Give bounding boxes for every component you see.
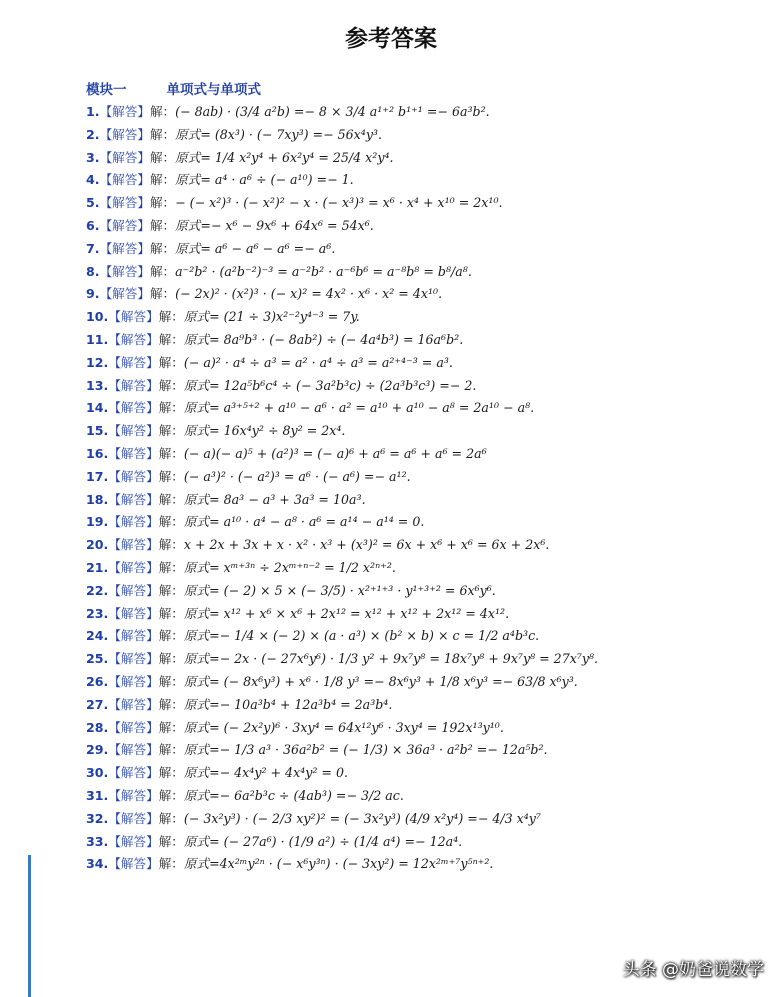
solution-label: 解： bbox=[158, 833, 184, 849]
solution-label: 解： bbox=[158, 445, 184, 461]
answer-row bbox=[86, 420, 766, 443]
answer-tag: 【解答】 bbox=[99, 240, 150, 256]
solution-label: 解： bbox=[158, 810, 184, 826]
solution-label: 解： bbox=[158, 673, 184, 689]
answer-expression: x + 2x + 3x + x · x² · x³ + (x³)² = 6x + x⁶ + x⁶ = 6x + 2x⁶. bbox=[183, 537, 550, 553]
answer-number: 29. bbox=[86, 742, 109, 758]
answer-list bbox=[86, 101, 766, 876]
answer-expression: 原式= a⁶ − a⁶ − a⁶ =− a⁶. bbox=[175, 240, 336, 256]
answer-row bbox=[86, 147, 766, 170]
solution-label: 解： bbox=[158, 742, 184, 758]
answer-number: 20. bbox=[86, 537, 109, 553]
answer-expression: 原式= a¹⁰ · a⁴ − a⁸ · a⁶ = a¹⁴ − a¹⁴ = 0. bbox=[183, 514, 425, 530]
answer-row bbox=[86, 557, 766, 580]
answer-expression: 原式= 8a³ − a³ + 3a³ = 10a³. bbox=[183, 491, 366, 507]
answer-expression: 原式= (8x³) · (− 7xy³) =− 56x⁴y³. bbox=[175, 126, 382, 142]
answer-number: 15. bbox=[86, 423, 109, 439]
answer-tag: 【解答】 bbox=[99, 217, 150, 233]
solution-label: 解： bbox=[149, 263, 176, 279]
answer-expression: 原式= (21 ÷ 3)x²⁻²y⁴⁻³ = 7y. bbox=[183, 309, 360, 325]
answer-number: 31. bbox=[86, 787, 109, 803]
answer-expression: − (− x²)³ · (− x²)² − x · (− x³)³ = x⁶ · x⁴ + x¹⁰ = 2x¹⁰. bbox=[175, 195, 503, 211]
answer-tag: 【解答】 bbox=[108, 377, 159, 393]
solution-label: 解： bbox=[149, 240, 176, 256]
answer-number: 1. bbox=[86, 104, 100, 119]
answer-row bbox=[86, 443, 766, 466]
answer-number: 32. bbox=[86, 810, 109, 826]
solution-label: 解： bbox=[158, 491, 184, 507]
answer-row bbox=[86, 831, 766, 854]
answer-number: 18. bbox=[86, 491, 109, 507]
answer-tag: 【解答】 bbox=[108, 651, 159, 667]
answer-number: 10. bbox=[86, 309, 109, 325]
answer-expression: 原式=− 6a²b³c ÷ (4ab³) =− 3/2 ac. bbox=[183, 787, 404, 803]
answer-tag: 【解答】 bbox=[108, 582, 159, 598]
answer-expression: (− 3x²y³) · (− 2/3 xy²)² = (− 3x²y³) (4/9 x²y⁴) =− 4/3 x⁴y⁷ bbox=[183, 810, 541, 826]
answer-tag: 【解答】 bbox=[108, 787, 159, 803]
module-topic: 单项式与单项式 bbox=[166, 82, 261, 98]
answer-row bbox=[86, 466, 766, 489]
answer-tag: 【解答】 bbox=[108, 696, 159, 712]
answer-tag: 【解答】 bbox=[99, 286, 150, 302]
answer-expression: 原式= (− 8x⁶y³) + x⁶ · 1/8 y³ =− 8x⁶y³ + 1/8 x⁶y³ =− 63/8 x⁶y³. bbox=[183, 673, 578, 689]
answer-expression: 原式=− 2x · (− 27x⁶y⁶) · 1/3 y² + 9x⁷y⁸ = 18x⁷y⁸ + 9x⁷y⁸ = 27x⁷y⁸. bbox=[183, 651, 599, 667]
solution-label: 解： bbox=[149, 217, 176, 233]
solution-label: 解： bbox=[158, 377, 184, 393]
answer-number: 30. bbox=[86, 765, 109, 781]
answer-row bbox=[86, 489, 766, 512]
answer-tag: 【解答】 bbox=[108, 673, 159, 689]
answer-number: 33. bbox=[86, 833, 109, 849]
answer-row bbox=[86, 238, 766, 261]
answer-tag: 【解答】 bbox=[99, 263, 150, 279]
solution-label: 解： bbox=[149, 126, 176, 142]
answer-number: 24. bbox=[86, 628, 109, 644]
answer-tag: 【解答】 bbox=[108, 765, 159, 781]
answer-expression: 原式= xᵐ⁺³ⁿ ÷ 2xᵐ⁺ⁿ⁻² = 1/2 x²ⁿ⁺². bbox=[183, 559, 396, 575]
answer-number: 9. bbox=[86, 286, 100, 302]
answer-number: 11. bbox=[86, 331, 109, 347]
answer-tag: 【解答】 bbox=[108, 537, 159, 553]
answer-row bbox=[86, 648, 766, 671]
answer-expression: 原式= (− 2) × 5 × (− 3/5) · x²⁺¹⁺³ · y¹⁺³⁺² = 6x⁶y⁶. bbox=[183, 582, 496, 598]
answer-tag: 【解答】 bbox=[108, 309, 159, 325]
answer-expression: 原式= 12a⁵b⁶c⁴ ÷ (− 3a²b³c) ÷ (2a³b³c³) =− 2. bbox=[183, 377, 477, 393]
solution-label: 解： bbox=[158, 331, 184, 347]
answer-number: 16. bbox=[86, 445, 109, 461]
answer-row bbox=[86, 329, 766, 352]
answer-tag: 【解答】 bbox=[108, 605, 159, 621]
answer-number: 4. bbox=[86, 172, 100, 188]
answer-row bbox=[86, 192, 766, 215]
answer-number: 19. bbox=[86, 514, 109, 530]
answer-number: 22. bbox=[86, 582, 109, 598]
answer-row bbox=[86, 603, 766, 626]
answer-row bbox=[86, 169, 766, 192]
answer-row bbox=[86, 261, 766, 284]
answer-expression: 原式=− 1/3 a³ · 36a²b² = (− 1/3) × 36a³ · a²b² =− 12a⁵b². bbox=[183, 742, 548, 758]
answer-tag: 【解答】 bbox=[108, 833, 159, 849]
solution-label: 解： bbox=[158, 354, 184, 370]
solution-label: 解： bbox=[158, 468, 184, 484]
answer-expression: (− a³)² · (− a²)³ = a⁶ · (− a⁶) =− a¹². bbox=[183, 468, 411, 484]
module-heading bbox=[86, 78, 261, 98]
answer-expression: 原式= a⁴ · a⁶ ÷ (− a¹⁰) =− 1. bbox=[175, 172, 354, 188]
answer-expression: 原式=− x⁶ − 9x⁶ + 64x⁶ = 54x⁶. bbox=[175, 217, 374, 233]
solution-label: 解： bbox=[158, 719, 184, 735]
answer-number: 26. bbox=[86, 673, 109, 689]
answer-number: 14. bbox=[86, 400, 109, 416]
answer-tag: 【解答】 bbox=[99, 149, 150, 165]
solution-label: 解： bbox=[158, 651, 184, 667]
answer-expression: 原式= 8a⁹b³ · (− 8ab²) ÷ (− 4a⁴b³) = 16a⁶b². bbox=[183, 331, 464, 347]
answer-expression: 原式= x¹² + x⁶ × x⁶ + 2x¹² = x¹² + x¹² + 2x¹² = 4x¹². bbox=[183, 605, 510, 621]
answer-tag: 【解答】 bbox=[108, 468, 159, 484]
solution-label: 解： bbox=[149, 172, 176, 188]
answer-expression: (− 8ab) · (3/4 a²b) =− 8 × 3/4 a¹⁺² b¹⁺¹ =− 6a³b². bbox=[175, 104, 490, 119]
answer-row bbox=[86, 625, 766, 648]
answer-tag: 【解答】 bbox=[108, 628, 159, 644]
solution-label: 解： bbox=[158, 765, 184, 781]
answer-tag: 【解答】 bbox=[108, 423, 159, 439]
answer-expression: 原式=− 4x⁴y² + 4x⁴y² = 0. bbox=[183, 765, 348, 781]
answer-expression: 原式=− 10a³b⁴ + 12a³b⁴ = 2a³b⁴. bbox=[183, 696, 393, 712]
solution-label: 解： bbox=[158, 605, 184, 621]
answer-tag: 【解答】 bbox=[99, 126, 150, 142]
answer-row bbox=[86, 534, 766, 557]
answer-tag: 【解答】 bbox=[108, 719, 159, 735]
solution-label: 解： bbox=[158, 696, 184, 712]
solution-label: 解： bbox=[158, 582, 184, 598]
answer-tag: 【解答】 bbox=[108, 559, 159, 575]
answer-number: 34. bbox=[86, 856, 109, 872]
answer-tag: 【解答】 bbox=[99, 172, 150, 188]
answer-number: 5. bbox=[86, 195, 100, 211]
answer-expression: 原式= a³⁺⁵⁺² + a¹⁰ − a⁶ · a² = a¹⁰ + a¹⁰ − a⁸ = 2a¹⁰ − a⁸. bbox=[183, 400, 535, 416]
watermark: 头条 @奶爸说数学 bbox=[622, 960, 764, 980]
answer-number: 25. bbox=[86, 651, 109, 667]
answer-number: 12. bbox=[86, 354, 109, 370]
answer-number: 27. bbox=[86, 696, 109, 712]
answer-expression: (− a)(− a)⁵ + (a²)³ = (− a)⁶ + a⁶ = a⁶ + a⁶ = 2a⁶ bbox=[183, 445, 487, 461]
answer-row bbox=[86, 808, 766, 831]
answer-expression: 原式= (− 27a⁶) · (1/9 a²) ÷ (1/4 a⁴) =− 12a⁴. bbox=[183, 833, 463, 849]
answer-tag: 【解答】 bbox=[108, 354, 159, 370]
solution-label: 解： bbox=[158, 628, 184, 644]
answer-tag: 【解答】 bbox=[108, 742, 159, 758]
answer-row bbox=[86, 375, 766, 398]
answer-expression: 原式= (− 2x²y)⁶ · 3xy⁴ = 64x¹²y⁶ · 3xy⁴ = 192x¹³y¹⁰. bbox=[183, 719, 504, 735]
answer-number: 3. bbox=[86, 149, 100, 165]
solution-label: 解： bbox=[158, 309, 184, 325]
answer-tag: 【解答】 bbox=[108, 810, 159, 826]
solution-label: 解： bbox=[158, 400, 184, 416]
answer-row bbox=[86, 671, 766, 694]
solution-label: 解： bbox=[158, 559, 184, 575]
solution-label: 解： bbox=[149, 286, 176, 302]
answer-tag: 【解答】 bbox=[99, 104, 150, 119]
answer-row bbox=[86, 397, 766, 420]
answer-expression: (− 2x)² · (x²)³ · (− x)² = 4x² · x⁶ · x² = 4x¹⁰. bbox=[175, 286, 443, 302]
solution-label: 解： bbox=[158, 537, 184, 553]
answer-row bbox=[86, 762, 766, 785]
answer-row bbox=[86, 352, 766, 375]
answer-tag: 【解答】 bbox=[108, 331, 159, 347]
answer-row bbox=[86, 511, 766, 534]
left-accent-bar bbox=[28, 855, 31, 997]
answer-row bbox=[86, 694, 766, 717]
answer-tag: 【解答】 bbox=[108, 400, 159, 416]
answer-row bbox=[86, 853, 766, 876]
answer-row bbox=[86, 580, 766, 603]
answer-expression: a⁻²b² · (a²b⁻²)⁻³ = a⁻²b² · a⁻⁶b⁶ = a⁻⁸b⁸ = b⁸/a⁸. bbox=[175, 263, 472, 279]
answer-row bbox=[86, 124, 766, 147]
solution-label: 解： bbox=[158, 856, 184, 872]
page-title: 参考答案 bbox=[345, 26, 437, 52]
answer-expression: 原式=4x²ᵐy²ⁿ · (− x⁶y³ⁿ) · (− 3xy²) = 12x²ᵐ⁺⁷y⁵ⁿ⁺². bbox=[183, 856, 494, 872]
answer-tag: 【解答】 bbox=[108, 491, 159, 507]
answer-number: 2. bbox=[86, 126, 100, 142]
answer-number: 8. bbox=[86, 263, 100, 279]
solution-label: 解： bbox=[158, 514, 184, 530]
answer-number: 7. bbox=[86, 240, 100, 256]
solution-label: 解： bbox=[149, 195, 176, 211]
answer-row bbox=[86, 739, 766, 762]
answer-expression: (− a)² · a⁴ ÷ a³ = a² · a⁴ ÷ a³ = a²⁺⁴⁻³ = a³. bbox=[183, 354, 453, 370]
answer-number: 13. bbox=[86, 377, 109, 393]
answer-number: 17. bbox=[86, 468, 109, 484]
answer-tag: 【解答】 bbox=[108, 856, 159, 872]
answer-tag: 【解答】 bbox=[108, 445, 159, 461]
answer-number: 23. bbox=[86, 605, 109, 621]
answer-row bbox=[86, 785, 766, 808]
answer-expression: 原式=− 1/4 × (− 2) × (a · a³) × (b² × b) × c = 1/2 a⁴b³c. bbox=[183, 628, 540, 644]
answer-row bbox=[86, 101, 766, 124]
solution-label: 解： bbox=[158, 423, 184, 439]
answer-tag: 【解答】 bbox=[108, 514, 159, 530]
answer-number: 21. bbox=[86, 559, 109, 575]
answer-row bbox=[86, 717, 766, 740]
answer-expression: 原式= 16x⁴y² ÷ 8y² = 2x⁴. bbox=[183, 423, 346, 439]
answer-expression: 原式= 1/4 x²y⁴ + 6x²y⁴ = 25/4 x²y⁴. bbox=[175, 149, 394, 165]
solution-label: 解： bbox=[158, 787, 184, 803]
answer-number: 28. bbox=[86, 719, 109, 735]
answer-row bbox=[86, 306, 766, 329]
solution-label: 解： bbox=[149, 104, 176, 119]
answer-row bbox=[86, 215, 766, 238]
answer-number: 6. bbox=[86, 217, 100, 233]
answer-tag: 【解答】 bbox=[99, 195, 150, 211]
solution-label: 解： bbox=[149, 149, 176, 165]
module-name: 模块一 bbox=[86, 82, 127, 98]
answer-row bbox=[86, 283, 766, 306]
